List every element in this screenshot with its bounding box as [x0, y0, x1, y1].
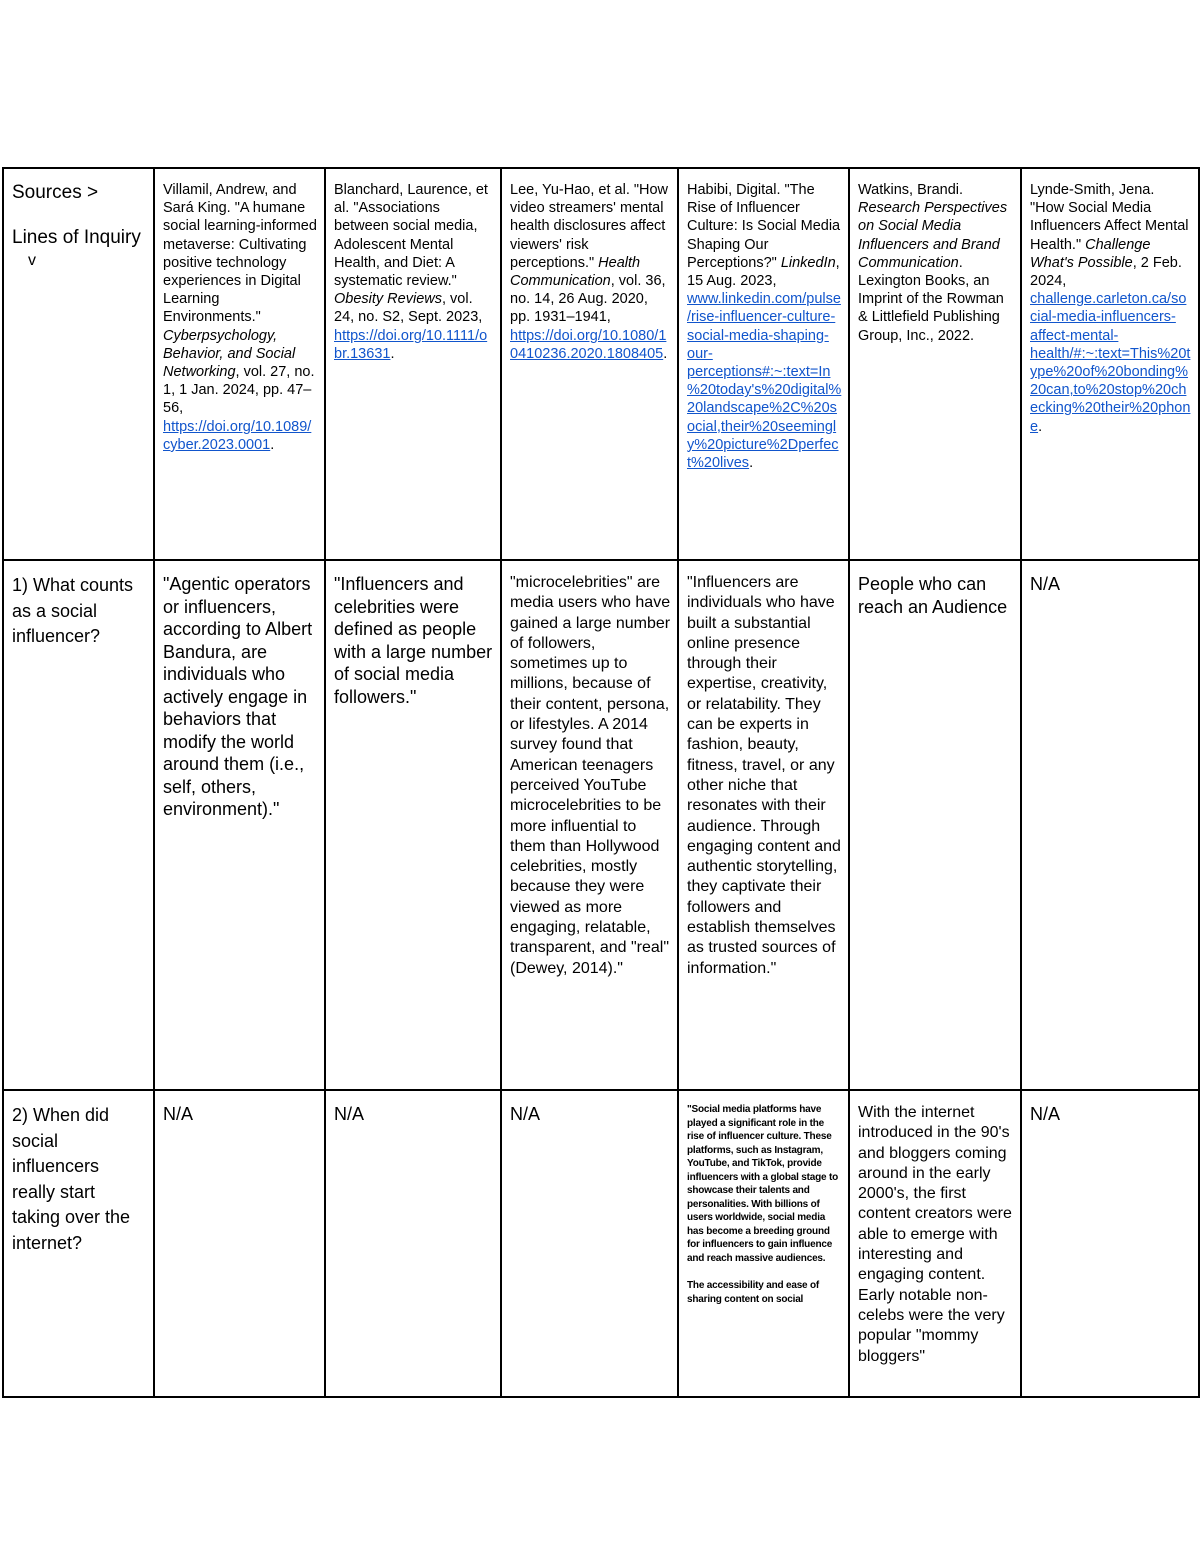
- citation-end: .: [390, 345, 395, 362]
- inquiry-row-1: [3, 560, 1199, 1090]
- answer-blanchard-q1: "Influencers and celebrities were defined as people with a large number of social media followers.": [325, 560, 501, 1090]
- citation-link[interactable]: https://doi.org/10.1080/10410236.2020.1808405: [510, 327, 667, 362]
- answer-habibi-q2: [678, 1090, 849, 1397]
- habibi-paragraph-2: The accessibility and ease of sharing content on social: [687, 1280, 820, 1305]
- citation-end: .: [1038, 418, 1043, 435]
- citation-text: , 15 Aug. 2023,: [687, 254, 840, 290]
- citation-text: Lee, Yu-Hao, et al. "How video streamers' mental health disclosures affect viewers' risk perceptions.": [510, 182, 669, 271]
- citation-text: . Lexington Books, an Imprint of the Rowman & Littlefield Publishing Group, Inc., 2022.: [858, 254, 1004, 344]
- source-citation-blanchard: [325, 168, 501, 560]
- citation-journal: Challenge What's Possible: [1030, 236, 1151, 271]
- citation-end: .: [749, 455, 754, 472]
- sources-row: [3, 168, 1199, 560]
- citation-link[interactable]: www.linkedin.com/pulse/rise-influencer-culture-social-media-shaping-our-perceptions#:~:text=In%20today's%20digital%20landscape%2C%20social,their%20seemingly%20picture%2Dperfect%20lives: [687, 291, 842, 472]
- sources-label: Sources >: [12, 182, 99, 203]
- citation-text: , vol. 36, no. 14, 26 Aug. 2020, pp. 1931–1941,: [510, 273, 666, 326]
- citation-journal: Cyberpsychology, Behavior, and Social Networking: [163, 327, 296, 381]
- down-arrow-icon: v: [28, 252, 36, 269]
- lines-of-inquiry-label: Lines of Inquiry: [12, 227, 141, 248]
- source-citation-villamil: [154, 168, 325, 560]
- citation-text: , vol. 24, no. S2, Sept. 2023,: [334, 291, 483, 326]
- answer-watkins-q1: People who can reach an Audience: [849, 560, 1021, 1090]
- citation-journal: Health Communication: [510, 254, 641, 290]
- answer-habibi-q1: "Influencers are individuals who have built a substantial online presence through their expertise, creativity, or relatability. They can be experts in fashion, beauty, fitness, travel, or any other niche that resonates with their audience. Through engaging content and authentic storytelling, they captivate their followers and establish themselves as trusted sources of information.": [678, 560, 849, 1090]
- source-citation-lynde-smith: [1021, 168, 1199, 560]
- source-citation-watkins: [849, 168, 1021, 560]
- citation-text: , 2 Feb. 2024,: [1030, 254, 1182, 290]
- header-corner-cell: [3, 168, 154, 560]
- answer-lynde-smith-q1: N/A: [1021, 560, 1199, 1090]
- citation-text: Lynde-Smith, Jena. "How Social Media Influencers Affect Mental Health.": [1030, 182, 1189, 253]
- source-citation-lee: [501, 168, 678, 560]
- answer-blanchard-q2: N/A: [325, 1090, 501, 1397]
- citation-text: Villamil, Andrew, and Sará King. "A humane social learning-informed metaverse: Cultivating positive technology experiences in Digital Learning Environments.": [163, 182, 317, 326]
- answer-lee-q2: N/A: [501, 1090, 678, 1397]
- answer-villamil-q2: N/A: [154, 1090, 325, 1397]
- answer-lynde-smith-q2: N/A: [1021, 1090, 1199, 1397]
- citation-journal: Obesity Reviews: [334, 291, 442, 308]
- citation-text: Habibi, Digital. "The Rise of Influencer Culture: Is Social Media Shaping Our Perceptions?": [687, 182, 841, 271]
- answer-villamil-q1: "Agentic operators or influencers, according to Albert Bandura, are individuals who actively engage in behaviors that modify the world around them (i.e., self, others, environment).": [154, 560, 325, 1090]
- inquiry-row-2: [3, 1090, 1199, 1397]
- citation-journal: LinkedIn: [780, 254, 836, 271]
- question-1: 1) What counts as a social influencer?: [3, 560, 154, 1090]
- question-2: 2) When did social influencers really start taking over the internet?: [3, 1090, 154, 1397]
- citation-link[interactable]: https://doi.org/10.1111/obr.13631: [334, 327, 488, 362]
- citation-text: Blanchard, Laurence, et al. "Associations between social media, Adolescent Mental Health, and Diet: A systematic review.": [334, 182, 488, 290]
- citation-end: .: [270, 436, 275, 453]
- citation-end: .: [663, 345, 668, 362]
- answer-watkins-q2: With the internet introduced in the 90's and bloggers coming around in the early 2000's, the first content creators were able to emerge with interesting and engaging content. Early notable non-celebs were the very popular "mommy bloggers": [849, 1090, 1021, 1397]
- sources-table: [2, 167, 1200, 1398]
- citation-link[interactable]: challenge.carleton.ca/social-media-influencers-affect-mental-health/#:~:text=This%20type%20of%20bonding%20can,to%20stop%20checking%20their%20phone: [1030, 291, 1191, 435]
- citation-text: , vol. 27, no. 1, 1 Jan. 2024, pp. 47–56,: [163, 364, 315, 417]
- answer-lee-q1: "microcelebrities" are media users who have gained a large number of followers, sometimes up to millions, because of their content, persona, or lifestyles. A 2014 survey found that American teenagers perceived YouTube microcelebrities to be more influential to them than Hollywood celebrities, mostly because they were viewed as more engaging, relatable, transparent, and "real" (Dewey, 2014).": [501, 560, 678, 1090]
- habibi-paragraph-1: "Social media platforms have played a significant role in the rise of influencer culture. These platforms, such as Instagram, YouTube, and TikTok, provide influencers with a global stage to showcase their talents and personalities. With billions of users worldwide, social media has become a breeding ground for influencers to gain influence and reach massive audiences.: [687, 1104, 839, 1264]
- source-citation-habibi: [678, 168, 849, 560]
- citation-book-title: Research Perspectives on Social Media Influencers and Brand Communication: [858, 200, 1008, 271]
- citation-link[interactable]: https://doi.org/10.1089/cyber.2023.0001: [163, 418, 312, 453]
- citation-text: Watkins, Brandi.: [858, 182, 964, 198]
